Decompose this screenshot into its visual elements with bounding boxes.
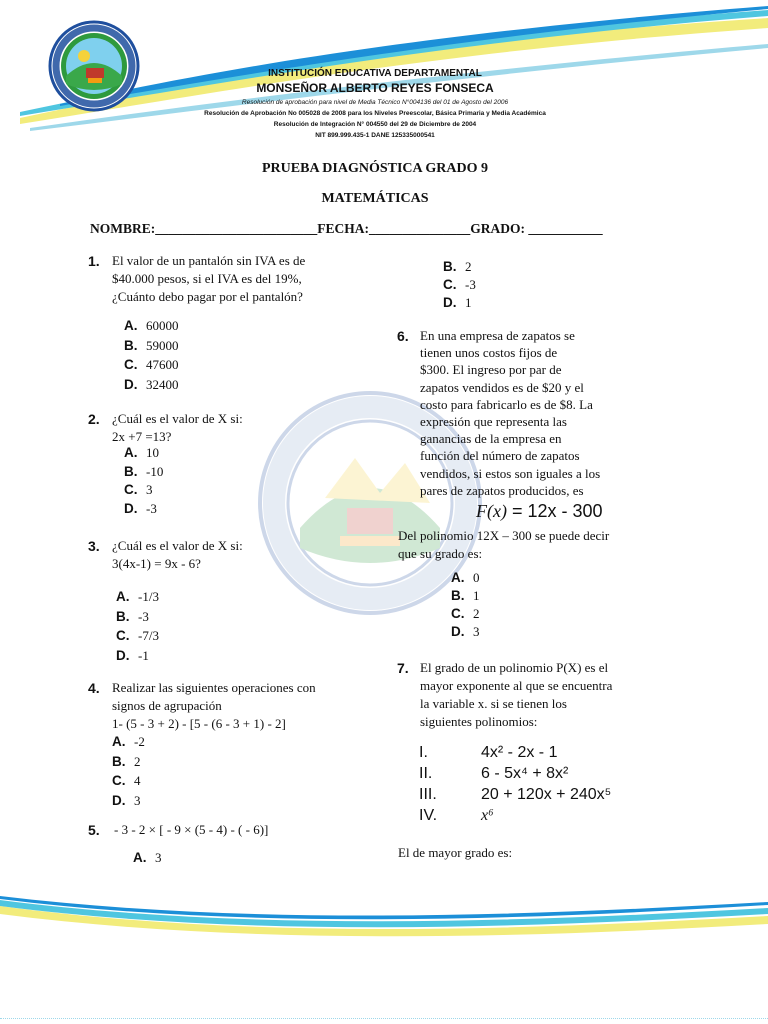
resolution-line-1: Resolución de aprobación para nivel de Media Técnico N°004136 del 01 de Agosto del 2006 <box>241 99 509 106</box>
question-2-number: 2. <box>88 411 100 427</box>
option-d[interactable]: D. 1 <box>443 295 472 310</box>
question-7-closing: El de mayor grado es: <box>398 845 513 860</box>
exam-title: PRUEBA DIAGNÓSTICA GRADO 9 <box>262 161 488 176</box>
option-c[interactable]: C. -7/3 <box>116 628 159 643</box>
resolution-line-3: Resolución de Integración N° 004550 del 29 de Diciembre de 2004 <box>273 121 477 128</box>
option-c[interactable]: C. -3 <box>443 277 476 292</box>
bottom-wave-decoration <box>0 880 768 950</box>
resolution-line-2: Resolución de Aprobación No 005028 de 2008 para los Niveles Preescolar, Básica Primaria y Media Académica <box>204 110 546 117</box>
option-a[interactable]: A. -2 <box>112 734 145 749</box>
option-c[interactable]: C. 3 <box>124 482 153 497</box>
option-d[interactable]: D. -1 <box>116 647 149 663</box>
option-d[interactable]: D. 3 <box>451 624 480 639</box>
bottom-dotted-border <box>0 1018 768 1019</box>
question-2-options <box>124 444 163 518</box>
option-b[interactable]: B. -10 <box>124 463 164 479</box>
option-a[interactable]: A. -1/3 <box>116 589 159 604</box>
school-name: MONSEÑOR ALBERTO REYES FONSECA <box>256 81 494 95</box>
question-6-text: En una empresa de zapatos se tienen unos costos fijos de $300. El ingreso por par de zapatos vendidos es de $20 y el costo para fabricarlo es de $8. La expresión que representa las ganancias de la empresa en función del número de zapatos vendidos, si estos son iguales a los pares de zapatos producidos, es <box>420 328 601 498</box>
question-3-number: 3. <box>88 538 100 554</box>
option-d[interactable]: D. 32400 <box>124 376 179 392</box>
polynomial-list <box>419 742 611 826</box>
school-seal-logo <box>48 20 140 112</box>
polynomial-i: I. 4x² - 2x - 1 <box>419 744 558 761</box>
question-5-options <box>133 848 162 868</box>
question-4-text: Realizar las siguientes operaciones con signos de agrupación 1- (5 - 3 + 2) - [5 - (6 - 3 + 1) - 2] <box>112 680 316 731</box>
option-a[interactable]: A. 3 <box>133 850 162 865</box>
option-c[interactable]: C. 4 <box>112 773 141 788</box>
option-b[interactable]: B. -3 <box>116 608 149 624</box>
question-3-options <box>116 587 159 665</box>
option-d[interactable]: D. -3 <box>124 500 157 516</box>
question-6-number: 6. <box>397 328 409 344</box>
question-4-options <box>112 732 145 810</box>
cost-function-formula: F(x) = 12x - 300 <box>476 501 603 521</box>
question-6-options <box>451 569 480 641</box>
option-b[interactable]: B. 2 <box>112 753 141 769</box>
question-6-followup: Del polinomio 12X – 300 se puede decir que su grado es: <box>398 528 610 561</box>
question-2-text: ¿Cuál es el valor de X si: 2x +7 =13? <box>112 411 243 444</box>
student-info-line[interactable]: NOMBRE:________________________FECHA:_______________GRADO: ___________ <box>90 221 603 236</box>
option-a[interactable]: A. 60000 <box>124 318 179 333</box>
option-b[interactable]: B. 59000 <box>124 337 179 353</box>
option-c[interactable]: C. 47600 <box>124 357 179 372</box>
polynomial-iii: III. 20 + 120x + 240x⁵ <box>419 786 612 803</box>
question-3-text: ¿Cuál es el valor de X si: 3(4x-1) = 9x - 6? <box>112 538 243 571</box>
option-d[interactable]: D. 3 <box>112 792 141 808</box>
question-4-number: 4. <box>88 680 100 696</box>
nit-dane-line: NIT 899.999.435-1 DANE 125335000541 <box>315 132 435 139</box>
question-5-text: - 3 - 2 × [ - 9 × (5 - 4) - ( - 6)] <box>114 822 269 837</box>
question-1-number: 1. <box>88 253 100 269</box>
option-c[interactable]: C. 2 <box>451 606 480 621</box>
question-5-number: 5. <box>88 822 100 838</box>
question-1-options <box>124 316 179 394</box>
option-a[interactable]: A. 10 <box>124 445 159 460</box>
option-b[interactable]: B. 1 <box>451 588 480 603</box>
institution-name: INSTITUCIÓN EDUCATIVA DEPARTAMENTAL <box>268 68 482 79</box>
question-7-number: 7. <box>397 660 409 676</box>
question-1-text: El valor de un pantalón sin IVA es de $40.000 pesos, si el IVA es del 19%, ¿Cuánto debo pagar por el pantalón? <box>112 253 306 304</box>
exam-subject: MATEMÁTICAS <box>321 191 429 206</box>
option-a[interactable]: A. 0 <box>451 570 480 585</box>
polynomial-iv: IV. x⁶ <box>419 807 494 824</box>
option-b[interactable]: B. 2 <box>443 259 472 274</box>
question-5-options-continued <box>443 258 476 312</box>
polynomial-ii: II. 6 - 5x⁴ + 8x² <box>419 765 569 782</box>
question-7-text: El grado de un polinomio P(X) es el mayor exponente al que se encuentra la variable x. si se tienen los siguientes polinomios: <box>420 660 613 729</box>
